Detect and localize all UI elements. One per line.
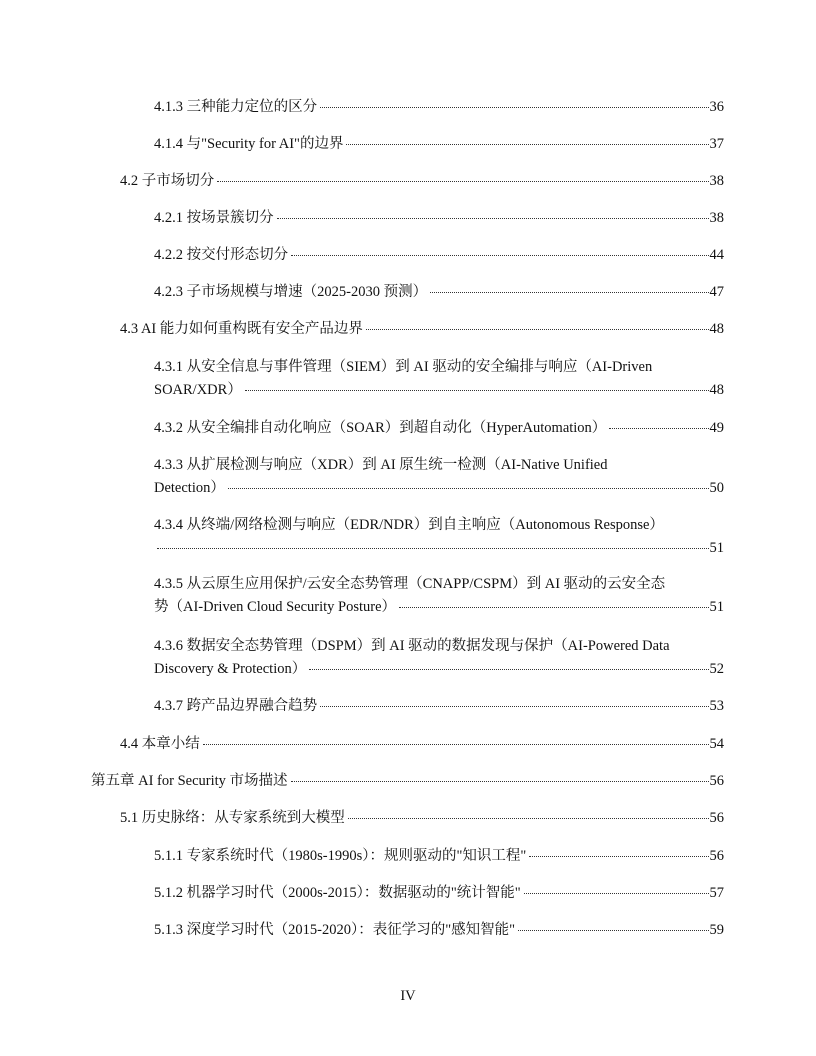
dot-leader <box>217 181 708 182</box>
dot-leader <box>245 390 709 391</box>
toc-page-number: 54 <box>709 736 724 752</box>
toc-entry-title-continued: Detection） <box>154 480 225 496</box>
dot-leader <box>277 218 709 219</box>
toc-page-number: 38 <box>709 173 724 189</box>
dot-leader <box>309 669 708 670</box>
toc-entry-title: 4.3.4 从终端/网络检测与响应（EDR/NDR）到自主响应（Autonomous Response） <box>154 517 664 533</box>
toc-entry[interactable] <box>120 807 724 830</box>
toc-entry-title: 4.2.1 按场景簇切分 <box>154 210 274 226</box>
toc-entry[interactable] <box>154 454 724 500</box>
toc-page-number: 51 <box>709 599 724 615</box>
toc-entry[interactable] <box>154 417 724 440</box>
toc-entry[interactable] <box>154 514 724 560</box>
toc-entry[interactable] <box>120 170 724 193</box>
toc-entry-title: 4.2 子市场切分 <box>120 173 215 189</box>
toc-entry-title-continued: Discovery & Protection） <box>154 661 307 677</box>
toc-page-number: 47 <box>709 284 724 300</box>
toc-entry-title: 4.4 本章小结 <box>120 736 200 752</box>
dot-leader <box>320 706 708 707</box>
toc-page-number: 48 <box>709 382 724 398</box>
toc-page-number: 56 <box>709 848 724 864</box>
dot-leader <box>518 930 708 931</box>
toc-page-number: 53 <box>709 698 724 714</box>
toc-entry[interactable] <box>91 770 724 793</box>
toc-page-number: 38 <box>709 210 724 226</box>
toc-entry-title: 4.3.7 跨产品边界融合趋势 <box>154 698 318 714</box>
dot-leader <box>228 488 709 489</box>
toc-entry-title: 5.1.2 机器学习时代（2000s-2015）：数据驱动的"统计智能" <box>154 885 521 901</box>
toc-entry-title: 第五章 AI for Security 市场描述 <box>91 773 288 789</box>
toc-entry-title: 4.2.2 按交付形态切分 <box>154 247 289 263</box>
dot-leader <box>348 818 709 819</box>
toc-page-number: 52 <box>709 661 724 677</box>
toc-entry-title: 5.1 历史脉络：从专家系统到大模型 <box>120 810 345 826</box>
toc-page-number: 59 <box>709 922 724 938</box>
page-number: IV <box>400 988 416 1004</box>
toc-page-number: 50 <box>709 480 724 496</box>
toc-entry[interactable] <box>154 695 724 718</box>
toc-entry-title: 4.1.3 三种能力定位的区分 <box>154 99 318 115</box>
toc-entry[interactable] <box>154 96 724 119</box>
dot-leader <box>320 107 708 108</box>
toc-entry-title: 4.1.4 与"Security for AI"的边界 <box>154 136 344 152</box>
dot-leader <box>366 329 709 330</box>
toc-entry[interactable] <box>154 244 724 267</box>
toc-entry-title-continued: 势（AI-Driven Cloud Security Posture） <box>154 599 397 615</box>
toc-entry-title: 4.3.1 从安全信息与事件管理（SIEM）到 AI 驱动的安全编排与响应（AI-Driven <box>154 359 653 375</box>
dot-leader <box>399 607 708 608</box>
toc-entry[interactable] <box>120 318 724 341</box>
toc-entry-title: 4.3.6 数据安全态势管理（DSPM）到 AI 驱动的数据发现与保护（AI-Powered Data <box>154 638 670 654</box>
dot-leader <box>524 893 709 894</box>
dot-leader <box>203 744 709 745</box>
toc-page-number: 57 <box>709 885 724 901</box>
toc-entry-title: 4.3 AI 能力如何重构既有安全产品边界 <box>120 321 363 337</box>
dot-leader <box>291 255 708 256</box>
toc-entry[interactable] <box>154 207 724 230</box>
toc-entry[interactable] <box>154 573 724 619</box>
toc-page-number: 56 <box>709 773 724 789</box>
toc-page-number: 56 <box>709 810 724 826</box>
toc-page-number: 37 <box>709 136 724 152</box>
dot-leader <box>609 428 708 429</box>
toc-entry-title-continued: SOAR/XDR） <box>154 382 242 398</box>
toc-entry[interactable] <box>154 133 724 156</box>
dot-leader <box>430 292 708 293</box>
toc-page-number: 44 <box>709 247 724 263</box>
toc-entry[interactable] <box>154 356 724 402</box>
toc-entry[interactable] <box>154 845 724 868</box>
toc-entry-title: 4.2.3 子市场规模与增速（2025-2030 预测） <box>154 284 428 300</box>
toc-entry-title: 4.3.2 从安全编排自动化响应（SOAR）到超自动化（HyperAutomation） <box>154 420 607 436</box>
dot-leader <box>157 548 709 549</box>
toc-entry-title: 5.1.1 专家系统时代（1980s-1990s）：规则驱动的"知识工程" <box>154 848 527 864</box>
toc-page-number: 48 <box>709 321 724 337</box>
toc-entry[interactable] <box>154 281 724 304</box>
dot-leader <box>346 144 708 145</box>
toc-entry-title: 5.1.3 深度学习时代（2015-2020）：表征学习的"感知智能" <box>154 922 516 938</box>
toc-page-number: 49 <box>709 420 724 436</box>
dot-leader <box>529 856 708 857</box>
dot-leader <box>291 781 709 782</box>
toc-entry[interactable] <box>154 919 724 942</box>
toc-entry[interactable] <box>154 635 724 681</box>
toc-entry-title: 4.3.5 从云原生应用保护/云安全态势管理（CNAPP/CSPM）到 AI 驱动的云安全态 <box>154 576 666 592</box>
toc-page-number: 51 <box>709 540 724 556</box>
toc-page-number: 36 <box>709 99 724 115</box>
toc-entry[interactable] <box>154 882 724 905</box>
toc-entry[interactable] <box>120 733 724 756</box>
toc-entry-title: 4.3.3 从扩展检测与响应（XDR）到 AI 原生统一检测（AI-Native Unified <box>154 457 608 473</box>
